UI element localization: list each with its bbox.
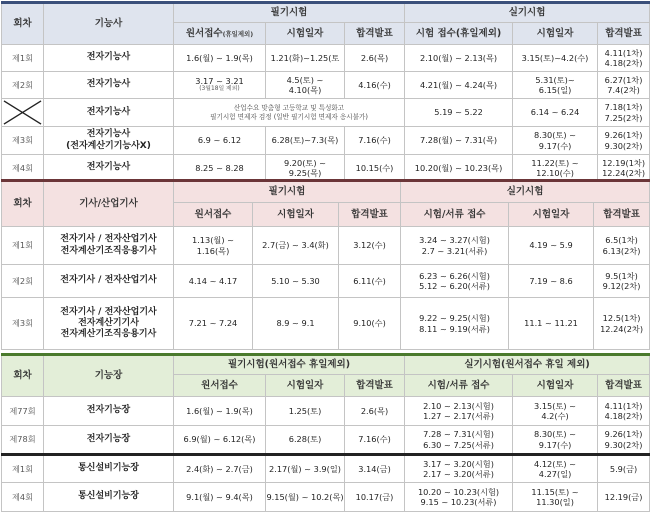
table-row [2,483,650,512]
craftsman-schedule-table [1,1,650,182]
written-apply-cell: 1.6(월) ~ 1.9(목) [174,45,266,72]
written-result-header: 합격발표 [339,203,401,227]
name-cell: 전자기능장 [44,397,174,426]
written-exam-cell: 9.15(월) ~ 10.2(목) [266,483,345,512]
table-row [2,265,650,298]
practical-apply-cell: 10.20(월) ~ 10.23(목) [405,155,513,182]
practical-result-cell: 7.18(1차) 7.25(2차) [598,99,650,127]
round-cell: 제78회 [2,426,44,455]
master-craftsman-schedule-table [1,353,650,512]
practical-header: 실기시험(원서접수 휴일 제외) [405,355,650,375]
table-row [2,227,650,265]
practical-result-cell: 12.19(1차) 12.24(2차) [598,155,650,182]
table-row [2,298,650,350]
written-result-cell: 6.11(수) [339,265,401,298]
engineer-schedule-table [1,179,650,350]
written-result-cell: 10.15(수) [345,155,405,182]
table-row [2,127,650,155]
name-cell: 전자기능장 [44,426,174,455]
written-result-header: 합격발표 [345,375,405,397]
written-exam-cell: 8.9 ~ 9.1 [253,298,339,350]
practical-exam-header: 시험일자 [509,203,594,227]
practical-exam-cell: 3.15(토)~4.2(수) [513,45,598,72]
practical-result-cell: 4.11(1차) 4.18(2차) [598,397,650,426]
written-exam-cell: 9.20(토) ~ 9.25(목) [266,155,345,182]
practical-apply-header: 시험/서류 접수 [401,203,509,227]
practical-apply-cell: 5.19 ~ 5.22 [405,99,513,127]
practical-exam-header: 시험일자 [513,375,598,397]
round-cell: 제1회 [2,455,44,483]
practical-apply-cell: 3.24 ~ 3.27(시험) 2.7 ~ 3.21(서류) [401,227,509,265]
practical-result-header: 합격발표 [594,203,650,227]
practical-result-cell: 9.5(1차) 9.12(2차) [594,265,650,298]
x-mark-icon [2,99,43,126]
round-cell: 제1회 [2,227,44,265]
name-cell: 전자기사 / 전자산업기사 [44,265,174,298]
written-apply-cell: 1.6(월) ~ 1.9(목) [174,397,266,426]
practical-result-cell: 4.11(1차) 4.18(2차) [598,45,650,72]
written-apply-cell: 7.21 ~ 7.24 [174,298,253,350]
round-cell: 제1회 [2,45,44,72]
round-header: 회차 [2,355,44,397]
written-header: 필기시험 [174,3,405,23]
written-result-cell: 3.14(금) [345,455,405,483]
written-apply-cell: 6.9(월) ~ 6.12(목) [174,426,266,455]
written-result-cell: 7.16(수) [345,426,405,455]
table-row [2,45,650,72]
written-header: 필기시험 [174,181,401,203]
practical-exam-cell: 11.15(토) ~ 11.30(일) [513,483,598,512]
practical-result-cell: 5.9(금) [598,455,650,483]
name-cell: 전자기사 / 전자산업기사 전자계산기조직응용기사 [44,227,174,265]
table-row [2,155,650,182]
table-row [2,455,650,483]
name-cell: 통신설비기능장 [44,483,174,512]
practical-apply-cell: 6.23 ~ 6.26(시험) 5.12 ~ 6.20(서류) [401,265,509,298]
round-cell: 제4회 [2,155,44,182]
written-exam-header: 시험일자 [266,375,345,397]
round-header: 회차 [2,181,44,227]
written-exam-cell: 5.10 ~ 5.30 [253,265,339,298]
practical-result-cell: 9.26(1차) 9.30(2차) [598,426,650,455]
written-apply-cell: 3.17 ~ 3.21 (3월18일 제외) [174,72,266,99]
name-cell: 전자기능사 (전자계산기기능사X) [44,127,174,155]
practical-exam-cell: 11.22(토) ~ 12.10(수) [513,155,598,182]
practical-result-header: 합격발표 [598,23,650,45]
written-exam-header: 시험일자 [253,203,339,227]
written-apply-header: 원서접수(휴일제외) [174,23,266,45]
round-cell: 제2회 [2,72,44,99]
practical-exam-cell: 5.31(토)~ 6.15(일) [513,72,598,99]
round-cell: 제2회 [2,265,44,298]
table-row [2,397,650,426]
written-exam-cell: 1.25(토) [266,397,345,426]
practical-result-cell: 12.5(1차) 12.24(2차) [594,298,650,350]
practical-exam-cell: 8.30(토) ~ 9.17(수) [513,127,598,155]
written-result-cell: 2.6(목) [345,397,405,426]
round-cell: 제3회 [2,298,44,350]
name-cell: 전자기능사 [44,99,174,127]
practical-apply-header: 시험 접수(휴일제외) [405,23,513,45]
practical-apply-cell: 7.28 ~ 7.31(시험) 6.30 ~ 7.25(서류) [405,426,513,455]
written-apply-cell: 4.14 ~ 4.17 [174,265,253,298]
practical-exam-cell: 4.12(토) ~ 4.27(일) [513,455,598,483]
written-exam-header: 시험일자 [266,23,345,45]
exemption-note-cell: 산업수요 맞춤형 고등학교 및 특성화고 필기시험 면제자 검정 (일반 필기시험 면제자 응시불가) [174,99,405,127]
practical-header: 실기시험 [401,181,650,203]
name-header: 기사/산업기사 [44,181,174,227]
written-result-header: 합격발표 [345,23,405,45]
round-header: 회차 [2,3,44,45]
written-result-cell: 4.16(수) [345,72,405,99]
round-cell: 제3회 [2,127,44,155]
practical-result-cell: 9.26(1차) 9.30(2차) [598,127,650,155]
written-result-cell: 2.6(목) [345,45,405,72]
written-apply-cell: 8.25 ~ 8.28 [174,155,266,182]
written-result-cell: 7.16(수) [345,127,405,155]
practical-exam-cell: 7.19 ~ 8.6 [509,265,594,298]
practical-result-cell: 6.27(1차) 7.4(2차) [598,72,650,99]
name-cell: 통신설비기능장 [44,455,174,483]
written-exam-cell: 6.28(토) [266,426,345,455]
practical-result-header: 합격발표 [598,375,650,397]
cancelled-mark [2,99,44,127]
round-cell: 제4회 [2,483,44,512]
written-apply-cell: 6.9 ~ 6.12 [174,127,266,155]
round-cell: 제77회 [2,397,44,426]
name-cell: 전자기능사 [44,155,174,182]
written-apply-header: 원서접수 [174,203,253,227]
practical-apply-cell: 10.20 ~ 10.23(시험) 9.15 ~ 10.23(서류) [405,483,513,512]
practical-apply-cell: 3.17 ~ 3.20(시험) 2.17 ~ 3.20(서류) [405,455,513,483]
practical-exam-cell: 6.14 ~ 6.24 [513,99,598,127]
written-exam-cell: 1.21(화)~1.25(토 [266,45,345,72]
written-apply-cell: 1.13(월) ~ 1.16(목) [174,227,253,265]
table-row [2,426,650,455]
written-exam-cell: 2.17(월) ~ 3.9(일) [266,455,345,483]
written-result-cell: 3.12(수) [339,227,401,265]
practical-exam-cell: 8.30(토) ~ 9.17(수) [513,426,598,455]
written-header: 필기시험(원서접수 휴일제외) [174,355,405,375]
written-exam-cell: 6.28(토)~7.3(목) [266,127,345,155]
written-result-cell: 9.10(수) [339,298,401,350]
practical-apply-header: 시험/서류 접수 [405,375,513,397]
name-header: 기능사 [44,3,174,45]
table-row [2,72,650,99]
written-result-cell: 10.17(금) [345,483,405,512]
practical-exam-cell: 11.1 ~ 11.21 [509,298,594,350]
table-row [2,99,650,127]
name-cell: 전자기사 / 전자산업기사 전자계산기기사 전자계산기조직응용기사 [44,298,174,350]
practical-apply-cell: 7.28(월) ~ 7.31(목) [405,127,513,155]
name-cell: 전자기능사 [44,45,174,72]
practical-exam-header: 시험일자 [513,23,598,45]
name-header: 기능장 [44,355,174,397]
practical-exam-cell: 3.15(토) ~ 4.2(수) [513,397,598,426]
written-apply-header: 원서접수 [174,375,266,397]
practical-header: 실기시험 [405,3,650,23]
written-apply-cell: 9.1(월) ~ 9.4(목) [174,483,266,512]
practical-apply-cell: 4.21(월) ~ 4.24(목) [405,72,513,99]
written-apply-cell: 2.4(화) ~ 2.7(금) [174,455,266,483]
written-exam-cell: 4.5(토) ~ 4.10(목) [266,72,345,99]
name-cell: 전자기능사 [44,72,174,99]
practical-apply-cell: 9.22 ~ 9.25(시험) 8.11 ~ 9.19(서류) [401,298,509,350]
practical-apply-cell: 2.10(월) ~ 2.13(목) [405,45,513,72]
written-exam-cell: 2.7(금) ~ 3.4(화) [253,227,339,265]
practical-exam-cell: 4.19 ~ 5.9 [509,227,594,265]
practical-apply-cell: 2.10 ~ 2.13(시험) 1.27 ~ 2.17(서류) [405,397,513,426]
practical-result-cell: 12.19(금) [598,483,650,512]
practical-result-cell: 6.5(1차) 6.13(2차) [594,227,650,265]
